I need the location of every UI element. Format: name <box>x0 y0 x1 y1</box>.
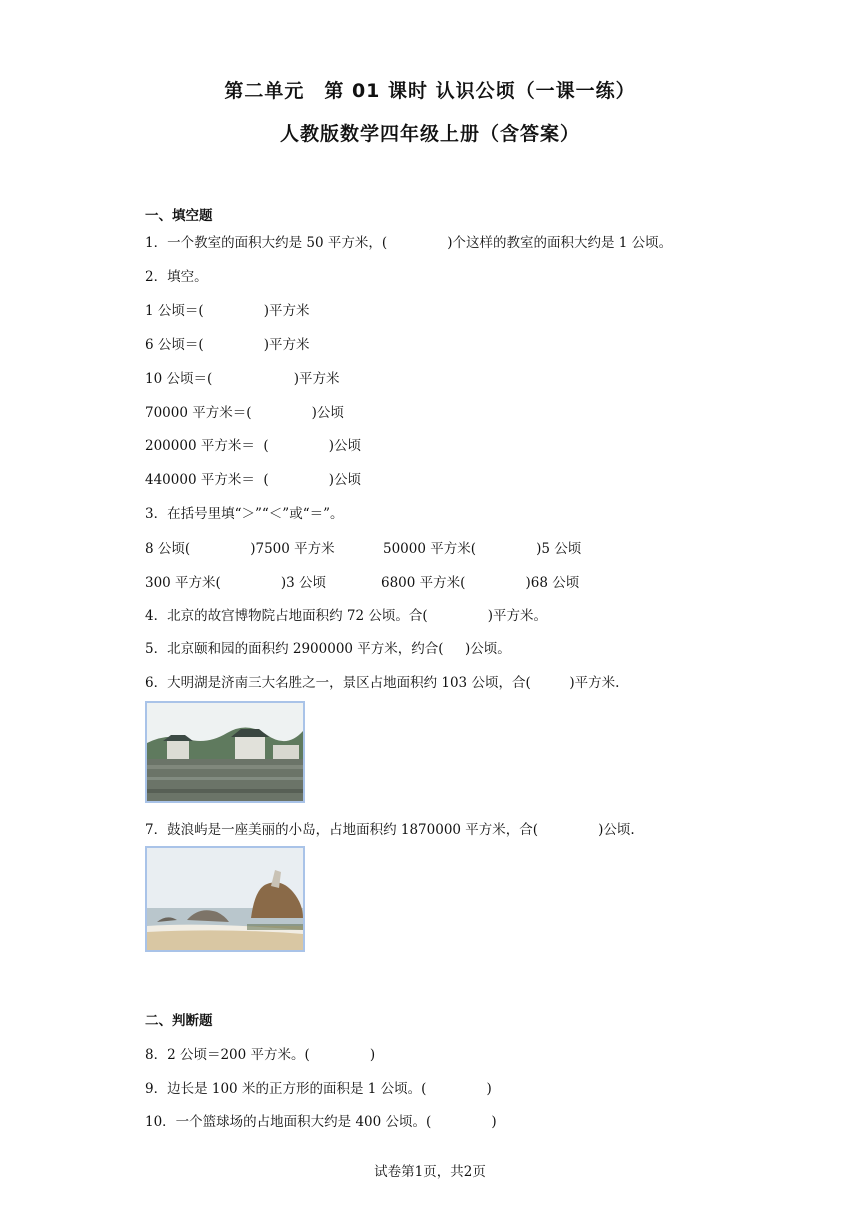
lake-scene-image <box>147 703 303 801</box>
question-2-item-d: 70000 平方米＝( )公顷 <box>145 405 344 421</box>
gulangyu-island-photo <box>145 846 305 952</box>
document-subtitle: 人教版数学四年级上册（含答案） <box>279 123 580 145</box>
question-3-item-c: 300 平方米( )3 公顷 <box>145 575 327 591</box>
island-scene-image <box>147 848 303 950</box>
question-2-item-f: 440000 平方米＝ ( )公顷 <box>145 472 362 488</box>
section-heading-true-false: 二、判断题 <box>145 1013 213 1029</box>
question-4: 4．北京的故宫博物院占地面积约 72 公顷。合( )平方米。 <box>145 608 547 624</box>
question-3-item-b: 50000 平方米( )5 公顷 <box>383 541 582 557</box>
question-2-item-a: 1 公顷＝( )平方米 <box>145 303 310 319</box>
daming-lake-photo <box>145 701 305 803</box>
question-3: 3．在括号里填“＞”“＜”或“＝”。 <box>145 506 344 522</box>
page-footer: 试卷第1页，共2页 <box>374 1164 486 1180</box>
section-heading-fill-blank: 一、填空题 <box>145 208 213 224</box>
document-title: 第二单元 第 01 课时 认识公顷（一课一练） <box>224 80 636 102</box>
question-1: 1．一个教室的面积大约是 50 平方米，( )个这样的教室的面积大约是 1 公顷。 <box>145 235 673 251</box>
question-6: 6．大明湖是济南三大名胜之一，景区占地面积约 103 公顷，合( )平方米. <box>145 675 620 691</box>
question-9: 9．边长是 100 米的正方形的面积是 1 公顷。( ) <box>145 1081 492 1097</box>
question-7: 7．鼓浪屿是一座美丽的小岛，占地面积约 1870000 平方米，合( )公顷. <box>145 822 635 838</box>
question-10: 10．一个篮球场的占地面积大约是 400 公顷。( ) <box>145 1114 497 1130</box>
question-3-item-d: 6800 平方米( )68 公顷 <box>381 575 580 591</box>
question-8: 8．2 公顷＝200 平方米。( ) <box>145 1047 376 1063</box>
question-2-item-e: 200000 平方米＝ ( )公顷 <box>145 438 362 454</box>
question-5: 5．北京颐和园的面积约 2900000 平方米，约合( )公顷。 <box>145 641 511 657</box>
question-3-item-a: 8 公顷( )7500 平方米 <box>145 541 335 557</box>
question-2: 2．填空。 <box>145 269 208 285</box>
question-2-item-c: 10 公顷＝( )平方米 <box>145 371 340 387</box>
question-2-item-b: 6 公顷＝( )平方米 <box>145 337 310 353</box>
